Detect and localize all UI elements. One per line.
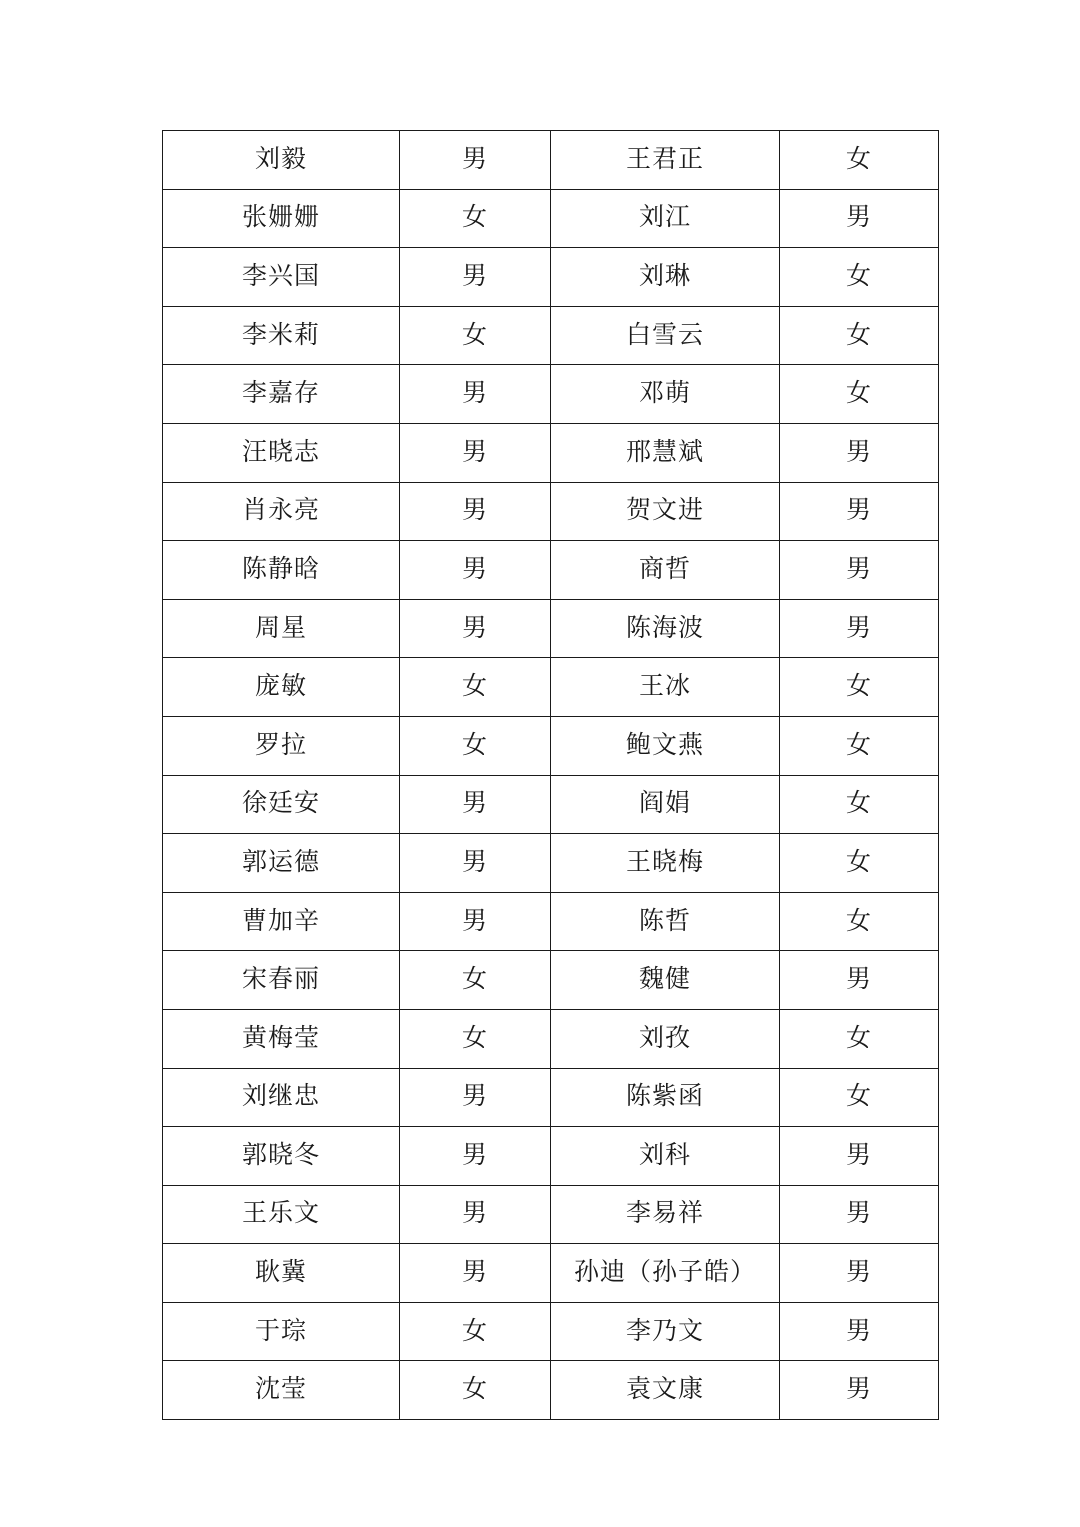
name-cell-left: 罗拉: [163, 716, 400, 775]
table-row: [163, 1244, 939, 1303]
name-cell-left: 刘毅: [163, 131, 400, 190]
gender-cell-left: 男: [400, 1068, 551, 1127]
table-row: [163, 951, 939, 1010]
name-cell-left: 王乐文: [163, 1185, 400, 1244]
name-cell-right: 贺文进: [551, 482, 780, 541]
table-row: [163, 423, 939, 482]
name-cell-left: 张姗姗: [163, 189, 400, 248]
gender-cell-right: 男: [780, 1127, 939, 1186]
name-cell-left: 宋春丽: [163, 951, 400, 1010]
gender-cell-right: 女: [780, 131, 939, 190]
table-row: [163, 599, 939, 658]
gender-cell-left: 女: [400, 189, 551, 248]
gender-cell-left: 女: [400, 306, 551, 365]
gender-cell-right: 男: [780, 1361, 939, 1420]
gender-cell-right: 男: [780, 951, 939, 1010]
gender-cell-left: 女: [400, 1361, 551, 1420]
table-row: [163, 775, 939, 834]
name-cell-left: 耿冀: [163, 1244, 400, 1303]
gender-cell-left: 男: [400, 1127, 551, 1186]
table-row: [163, 892, 939, 951]
table-row: [163, 482, 939, 541]
gender-cell-left: 男: [400, 131, 551, 190]
gender-cell-right: 女: [780, 716, 939, 775]
name-cell-left: 庞敏: [163, 658, 400, 717]
table-row: [163, 658, 939, 717]
gender-cell-right: 女: [780, 892, 939, 951]
name-roster-table-container: [162, 130, 918, 1420]
name-cell-right: 邢慧斌: [551, 423, 780, 482]
name-cell-right: 商哲: [551, 541, 780, 600]
gender-cell-left: 男: [400, 482, 551, 541]
table-row: [163, 1009, 939, 1068]
gender-cell-left: 男: [400, 599, 551, 658]
name-cell-left: 黄梅莹: [163, 1009, 400, 1068]
name-cell-right: 邓萌: [551, 365, 780, 424]
gender-cell-left: 男: [400, 1244, 551, 1303]
gender-cell-left: 男: [400, 1185, 551, 1244]
table-row: [163, 1068, 939, 1127]
gender-cell-left: 男: [400, 892, 551, 951]
gender-cell-right: 女: [780, 775, 939, 834]
name-cell-right: 阎娟: [551, 775, 780, 834]
gender-cell-left: 女: [400, 716, 551, 775]
gender-cell-left: 女: [400, 1009, 551, 1068]
name-cell-right: 陈海波: [551, 599, 780, 658]
gender-cell-left: 男: [400, 365, 551, 424]
gender-cell-left: 男: [400, 775, 551, 834]
name-cell-left: 曹加辛: [163, 892, 400, 951]
gender-cell-right: 女: [780, 1009, 939, 1068]
table-row: [163, 365, 939, 424]
gender-cell-left: 男: [400, 541, 551, 600]
name-cell-left: 周星: [163, 599, 400, 658]
name-cell-right: 陈紫函: [551, 1068, 780, 1127]
table-row: [163, 1302, 939, 1361]
name-cell-right: 白雪云: [551, 306, 780, 365]
name-cell-right: 魏健: [551, 951, 780, 1010]
name-cell-right: 鲍文燕: [551, 716, 780, 775]
name-cell-left: 徐廷安: [163, 775, 400, 834]
table-row: [163, 189, 939, 248]
name-cell-left: 肖永亮: [163, 482, 400, 541]
name-roster-table: [162, 130, 939, 1420]
name-cell-left: 于琮: [163, 1302, 400, 1361]
name-cell-right: 王晓梅: [551, 834, 780, 893]
table-row: [163, 541, 939, 600]
gender-cell-right: 女: [780, 834, 939, 893]
name-cell-left: 李兴国: [163, 248, 400, 307]
table-row: [163, 306, 939, 365]
gender-cell-right: 女: [780, 306, 939, 365]
table-row: [163, 1361, 939, 1420]
name-cell-left: 郭运德: [163, 834, 400, 893]
table-row: [163, 1127, 939, 1186]
gender-cell-right: 女: [780, 365, 939, 424]
table-row: [163, 716, 939, 775]
gender-cell-right: 男: [780, 599, 939, 658]
gender-cell-right: 男: [780, 1302, 939, 1361]
name-cell-left: 沈莹: [163, 1361, 400, 1420]
gender-cell-left: 男: [400, 423, 551, 482]
name-cell-left: 李米莉: [163, 306, 400, 365]
name-cell-right: 孙迪（孙子皓）: [551, 1244, 780, 1303]
name-cell-left: 陈静晗: [163, 541, 400, 600]
table-row: [163, 834, 939, 893]
name-cell-right: 王冰: [551, 658, 780, 717]
name-cell-right: 刘科: [551, 1127, 780, 1186]
table-row: [163, 131, 939, 190]
name-cell-left: 汪晓志: [163, 423, 400, 482]
table-row: [163, 248, 939, 307]
name-cell-left: 郭晓冬: [163, 1127, 400, 1186]
gender-cell-left: 男: [400, 834, 551, 893]
gender-cell-right: 男: [780, 1185, 939, 1244]
name-cell-right: 李乃文: [551, 1302, 780, 1361]
gender-cell-left: 女: [400, 658, 551, 717]
name-cell-left: 李嘉存: [163, 365, 400, 424]
name-cell-right: 王君正: [551, 131, 780, 190]
gender-cell-left: 女: [400, 1302, 551, 1361]
name-cell-right: 刘琳: [551, 248, 780, 307]
gender-cell-left: 男: [400, 248, 551, 307]
name-cell-left: 刘继忠: [163, 1068, 400, 1127]
name-cell-right: 陈哲: [551, 892, 780, 951]
gender-cell-right: 男: [780, 189, 939, 248]
name-cell-right: 刘孜: [551, 1009, 780, 1068]
name-cell-right: 李易祥: [551, 1185, 780, 1244]
name-cell-right: 刘江: [551, 189, 780, 248]
gender-cell-right: 女: [780, 1068, 939, 1127]
gender-cell-left: 女: [400, 951, 551, 1010]
table-body: [163, 131, 939, 1420]
gender-cell-right: 男: [780, 541, 939, 600]
gender-cell-right: 女: [780, 248, 939, 307]
name-cell-right: 袁文康: [551, 1361, 780, 1420]
gender-cell-right: 男: [780, 423, 939, 482]
gender-cell-right: 男: [780, 1244, 939, 1303]
table-row: [163, 1185, 939, 1244]
gender-cell-right: 女: [780, 658, 939, 717]
gender-cell-right: 男: [780, 482, 939, 541]
